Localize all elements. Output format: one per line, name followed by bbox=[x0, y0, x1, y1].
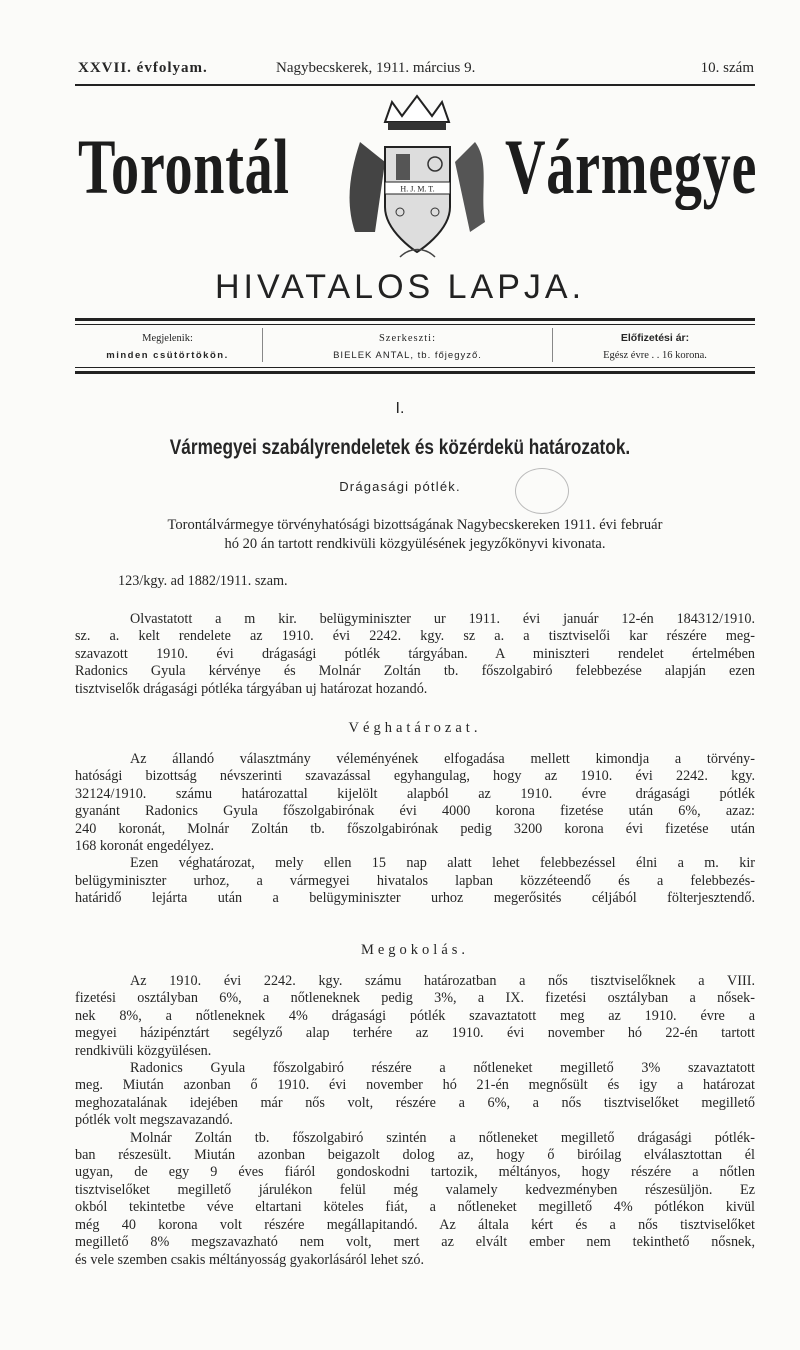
text-line: ban részesült. Miután azonban beigazolt dolog az, hogy ő biróilag elválasztottan él bbox=[75, 1147, 755, 1164]
crest-text: H. J. M. T. bbox=[400, 184, 435, 194]
text-line: Radonics Gyula kérvénye és Molnár Zoltán tb. főszolgabiró felebbezése alapján ezen bbox=[75, 663, 755, 680]
text-line: megillető 8% megszavazható nem volt, mert az elvált ember nem tekinthető nősnek, bbox=[75, 1234, 755, 1251]
info-divider bbox=[552, 328, 553, 362]
price-label: Előfizetési ár: bbox=[620, 332, 690, 344]
info-rule-top bbox=[75, 318, 755, 321]
masthead-title-right: Vármegye bbox=[505, 123, 758, 210]
text-line: fizetési osztályban 6%, a nőtleneknek pedig 3%, a IX. fizetési osztályban a nősek- bbox=[75, 990, 755, 1007]
text-line: 32124/1910. számu határozattal kijelölt alapból az 1910. évre drágasági pótlék bbox=[75, 785, 755, 802]
text-line: sz. a. kelt rendelete az 1910. évi 2242. kgy. sz a. a tisztviselői kar részére meg- bbox=[75, 628, 755, 645]
text-line: rendkivüli közgyülésen. bbox=[75, 1042, 212, 1059]
text-line: megyei házipénztárt segélyző alap terhére az 1910. évi november hó 22-én tartott bbox=[75, 1025, 755, 1042]
editor-label: Szerkeszti: bbox=[378, 333, 437, 344]
section-number: I. bbox=[395, 400, 405, 417]
text-line: és vele szemben csakis méltányosság gyakorlásáról lehet szó. bbox=[75, 1251, 425, 1268]
appears-label: Megjelenik: bbox=[142, 333, 193, 344]
issue-number: 10. szám bbox=[700, 60, 754, 76]
reference-number: 123/kgy. ad 1882/1911. szam. bbox=[118, 573, 288, 589]
masthead-title-left: Torontál bbox=[78, 123, 290, 210]
volume: XXVII. évfolyam. bbox=[78, 60, 208, 76]
editor-box bbox=[265, 330, 550, 364]
text-line: szavazott 1910. évi drágasági pótlék tárgyában. A miniszteri rendelet értelmében bbox=[75, 645, 755, 662]
info-divider bbox=[262, 328, 263, 362]
section-subheading: Drágasági pótlék. bbox=[339, 479, 461, 494]
intro bbox=[75, 516, 755, 554]
text-line: nek 8%, a nőtleneknek 4% drágasági pótlék szavaztatott meg az 1910. évre a bbox=[75, 1007, 755, 1024]
paragraph-reading bbox=[75, 611, 755, 698]
text-line: hatósági bizottság névszerinti szavazással egyhangulag, hogy az 1910. évi 2242. kgy. bbox=[75, 768, 755, 785]
paragraph-decision bbox=[75, 751, 755, 908]
megokolas-title: Megokolás. bbox=[360, 942, 470, 958]
library-stamp-icon bbox=[515, 468, 569, 514]
text-line: tisztviselőket megillető járulékon felül még valamely kedvezményben részesüljön. Ez bbox=[75, 1181, 755, 1198]
text-line: 240 koronát, Molnár Zoltán tb. főszolgabirónak pedig 3200 korona évi fizetése után bbox=[75, 820, 755, 837]
text-line: 168 koronát engedélyez. bbox=[75, 838, 215, 855]
text-line: meg. Miután azonban ő 1910. évi november hó 21-én megnősült és igy a határozat bbox=[75, 1077, 755, 1094]
text-line: Radonics Gyula főszolgabiró részére a nőtleneket megillető 3% szavaztatott bbox=[130, 1060, 755, 1077]
coat-of-arms-icon bbox=[330, 92, 505, 267]
veghatarozat-title: Véghatározat. bbox=[348, 720, 482, 736]
price-box bbox=[555, 330, 755, 364]
section-heading: Vármegyei szabályrendeletek és közérdekü határozatok. bbox=[169, 436, 631, 459]
text-line: gyanánt Radonics Gyula főszolgabirónak évi 4000 korona fizetése után 6%, azaz: bbox=[75, 803, 755, 820]
text-line: még 40 korona volt részére megállapitandó. Az általa kért és a nős tisztviselőket bbox=[75, 1216, 755, 1233]
intro-line: Torontálvármegye törvényhatósági bizottságának Nagybecskereken 1911. évi február bbox=[167, 517, 663, 533]
info-rule-top-thin bbox=[75, 324, 755, 325]
place-date: Nagybecskerek, 1911. március 9. bbox=[276, 60, 476, 76]
issue-header bbox=[78, 60, 754, 82]
text-line: ugyan, de egy 9 éves fiáról gondoskodni tartozik, méltányos, hogy részére a nőtlen bbox=[75, 1164, 755, 1181]
text-line: Az 1910. évi 2242. kgy. számu határozatban a nős tisztviselőknek a VIII. bbox=[130, 973, 755, 989]
text-line: tisztviselők drágasági pótléka tárgyában uj határozat hozandó. bbox=[75, 680, 428, 697]
paragraph-reasoning bbox=[75, 973, 755, 1269]
price-value: Egész évre . . 16 korona. bbox=[603, 350, 707, 361]
text-line: Ezen véghatározat, mely ellen 15 nap alatt lehet felebbezéssel élni a m. kir bbox=[130, 855, 755, 872]
text-line: Olvastatott a m kir. belügyminiszter ur 1911. évi január 12-én 184312/1910. bbox=[130, 611, 755, 627]
text-line: határidő lejárta után a belügyminiszter urhoz megerősités céljából fölterjesztendő. bbox=[75, 890, 755, 907]
text-line: Molnár Zoltán tb. főszolgabiró szintén a nőtleneket megillető drágasági pótlék- bbox=[130, 1129, 755, 1146]
info-rule-bottom-thin bbox=[75, 367, 755, 368]
text-line: Az állandó választmány véleményének elfogadása mellett kimondja a törvény- bbox=[130, 751, 755, 767]
intro-line: hó 20 án tartott rendkivüli közgyülésének jegyzőkönyvi kivonata. bbox=[224, 536, 606, 552]
text-line: belügyminiszter urhoz, a vármegyei hivatalos lapban közzéteendő és a felebbezés- bbox=[75, 872, 755, 889]
header-rule bbox=[75, 84, 755, 86]
text-line: meghozatalának idejében már nős volt, részére a 6%, a nős tisztviselőket megillető bbox=[75, 1094, 755, 1111]
text-line: okból tekintetbe véve eltartani köteles fiát, a nőtleneket megillető 4% pótlékon kivül bbox=[75, 1199, 755, 1216]
text-line: pótlék volt megszavazandó. bbox=[75, 1112, 233, 1129]
appears-box bbox=[75, 330, 260, 364]
info-rule-bottom bbox=[75, 371, 755, 374]
masthead-subtitle: HIVATALOS LAPJA. bbox=[214, 268, 586, 306]
editor-value: BIELEK ANTAL, tb. főjegyző. bbox=[333, 350, 482, 361]
appears-value: minden csütörtökön. bbox=[106, 350, 229, 361]
